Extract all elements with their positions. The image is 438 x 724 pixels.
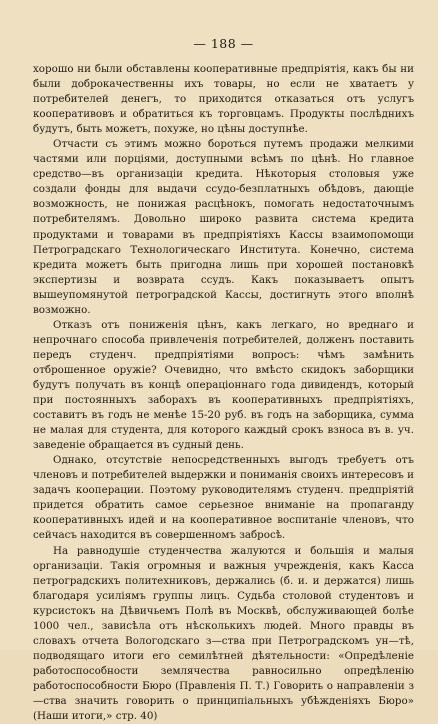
page-number: — 188 —: [33, 36, 414, 52]
body-text: [33, 62, 414, 724]
paragraph-2: Отчасти съ этимъ можно бороться путемъ продажи мелкими частями или порціями, доступными всѣмъ по цѣнѣ. Но главное средство—въ организаціи кредита. Нѣкоторыя столовыя уже создали фонды для выдачи ссудо-безплатныхъ обѣдовъ, дающіе возможность, не понижая расцѣнокъ, помогать недостаточнымъ потребителямъ. Довольно широко развита система кредита продуктами и товарами въ предпріятіяхъ Кассы взаимопомощи Петроградскаго Технологическаго Института. Конечно, система кредита можетъ быть пригодна лишь при хорошей постановкѣ экспертизы и возврата ссудъ. Какъ показываетъ опытъ вышеупомянутой петроградской Кассы, достигнуть этого вполнѣ возможно.: [33, 137, 414, 318]
paragraph-5: На равнодушіе студенчества жалуются и большія и малыя организаціи. Такія огромныя и важныя учрежденія, какъ Касса петроградскихъ политехниковъ, держались (б. и. и держатся) лишь благодаря усиліямъ группы лицъ. Судьба столовой студентовъ и курсистокъ на Дѣвичьемъ Полѣ въ Москвѣ, обслуживающей болѣе 1000 чел., зависѣла отъ нѣсколькихъ людей. Много правды въ словахъ отчета Вологодскаго з—ства при Петроградскомъ ун—тѣ, подводящаго итоги его семилѣтней дѣятельности: «Опредѣленіе работоспособности землячества равносильно опредѣленію работоспособности Бюро (Правленія П. Т.) Говорить о направленіи з—ства значить говорить о принципіальныхъ убѣжденіяхъ Бюро» (Наши итоги,» стр. 40): [33, 544, 414, 724]
paragraph-3: Отказъ отъ пониженія цѣнъ, какъ легкаго, но вреднаго и непрочнаго способа привлеченія потребителей, долженъ поставить передъ студенч. предпріятіями вопросъ: чѣмъ замѣнить отброшенное оружіе? Очевидно, что вмѣсто скидокъ заборщики будутъ получать въ концѣ операціоннаго года дивидендъ, который при постоянныхъ заборахъ въ кооперативныхъ предпріятіяхъ, составитъ въ годъ не менѣе 15-20 руб. въ годъ на заборщика, сумма не малая для студента, для которого каждый срокъ взноса въ в. уч. заведеніе обращается въ судный день.: [33, 318, 414, 453]
paragraph-1: хорошо ни были обставлены кооперативные предпріятія, какъ бы ни были доброкачественны ихъ товары, но если не хватаетъ у потребителей денегъ, то приходится отказаться отъ услугъ кооперативовъ и обратиться къ торговцамъ. Продукты послѣднихъ будутъ, быть можетъ, похуже, но цѣны доступнѣе.: [33, 62, 414, 137]
paragraph-4: Однако, отсутствіе непосредственныхъ выгодъ требуетъ отъ членовъ и потребителей выдержки и пониманія своихъ интересовъ и задачъ кооперации. Поэтому руководителямъ студенч. предпріятій придется обратить самое серьезное вниманіе на пропаганду кооперативныхъ идей и на кооперативное воспитаніе членовъ, что сейчасъ находится въ совершенномъ забросѣ.: [33, 453, 414, 543]
